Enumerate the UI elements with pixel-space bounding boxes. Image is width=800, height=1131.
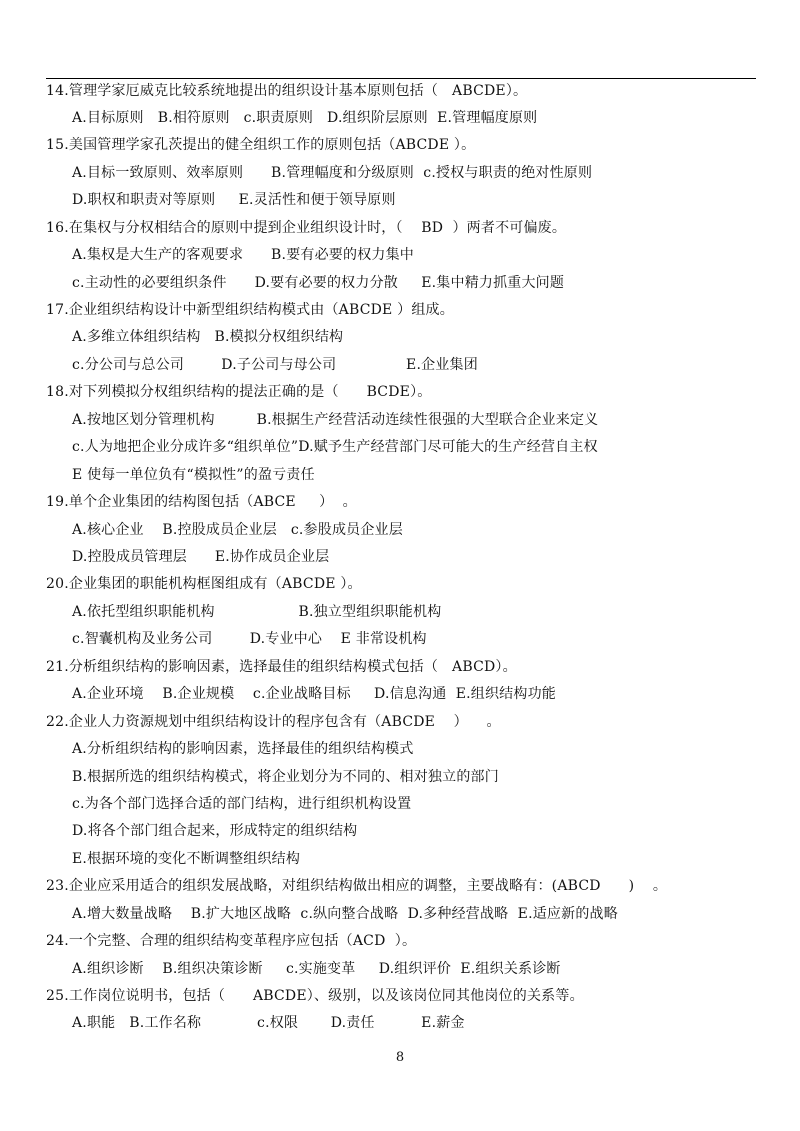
options-22-e: E.根据环境的变化不断调整组织结构: [72, 851, 301, 867]
options-22-d: D.将各个部门组合起来，形成特定的组织结构: [72, 823, 358, 839]
question-22: 22.企业人力资源规划中组织结构设计的程序包含有（ABCDE ） 。: [46, 714, 501, 730]
question-20: 20.企业集团的职能机构框图组成有（ABCDE ）。: [46, 576, 362, 592]
page-number: 8: [395, 1050, 405, 1065]
options-19-line-2: D.控股成员管理层 E.协作成员企业层: [72, 549, 330, 565]
options-18-line-3: E 使每一单位负有“模拟性”的盈亏责任: [72, 467, 315, 483]
options-15-line-2: D.职权和职责对等原则 E.灵活性和便于领导原则: [72, 192, 396, 208]
options-17-line-2: c.分公司与总公司 D.子公司与母公司 E.企业集团: [72, 357, 478, 373]
options-18-line-2: c.人为地把企业分成许多“组织单位”D.赋予生产经营部门尽可能大的生产经营自主权: [72, 439, 598, 455]
options-20-line-2: c.智囊机构及业务公司 D.专业中心 E 非常设机构: [72, 631, 427, 647]
options-22-b: B.根据所选的组织结构模式，将企业划分为不同的、相对独立的部门: [72, 769, 499, 785]
header-rule: [46, 78, 756, 79]
options-23: A.增大数量战略 B.扩大地区战略 c.纵向整合战略 D.多种经营战略 E.适应新的战略: [72, 906, 618, 922]
options-18-line-1: A.按地区划分管理机构 B.根据生产经营活动连续性很强的大型联合企业来定义: [72, 412, 599, 428]
options-14: A.目标原则 B.相符原则 c.职责原则 D.组织阶层原则 E.管理幅度原则: [72, 110, 538, 126]
options-21: A.企业环境 B.企业规模 c.企业战略目标 D.信息沟通 E.组织结构功能: [72, 686, 556, 702]
question-16: 16.在集权与分权相结合的原则中提到企业组织设计时，（ BD ）两者不可偏废。: [46, 220, 567, 236]
question-21: 21.分析组织结构的影响因素，选择最佳的组织结构模式包括（ ABCD）。: [46, 659, 517, 675]
question-19: 19.单个企业集团的结构图包括（ABCE ） 。: [46, 494, 357, 510]
options-22-c: c.为各个部门选择合适的部门结构，进行组织机构设置: [72, 796, 412, 812]
question-17: 17.企业组织结构设计中新型组织结构模式由（ABCDE ）组成。: [46, 302, 454, 318]
question-15: 15.美国管理学家孔茨提出的健全组织工作的原则包括（ABCDE ）。: [46, 137, 476, 153]
question-25: 25.工作岗位说明书，包括（ ABCDE）、级别，以及该岗位同其他岗位的关系等。: [46, 988, 584, 1004]
options-20-line-1: A.依托型组织职能机构 B.独立型组织职能机构: [72, 604, 442, 620]
options-19-line-1: A.核心企业 B.控股成员企业层 c.参股成员企业层: [72, 522, 403, 538]
options-16-line-1: A.集权是大生产的客观要求 B.要有必要的权力集中: [72, 247, 414, 263]
options-22-a: A.分析组织结构的影响因素，选择最佳的组织结构模式: [72, 741, 414, 757]
options-25: A.职能 B.工作名称 c.权限 D.责任 E.薪金: [72, 1015, 465, 1031]
options-16-line-2: c.主动性的必要组织条件 D.要有必要的权力分散 E.集中精力抓重大问题: [72, 275, 565, 291]
options-24: A.组织诊断 B.组织决策诊断 c.实施变革 D.组织评价 E.组织关系诊断: [72, 961, 561, 977]
options-17-line-1: A.多维立体组织结构 B.模拟分权组织结构: [72, 329, 344, 345]
question-23: 23.企业应采用适合的组织发展战略，对组织结构做出相应的调整，主要战略有：(ABCD ) 。: [46, 878, 668, 894]
options-15-line-1: A.目标一致原则、效率原则 B.管理幅度和分级原则 c.授权与职责的绝对性原则: [72, 165, 593, 181]
question-24: 24.一个完整、合理的组织结构变革程序应包括（ACD ）。: [46, 933, 417, 949]
question-14: 14.管理学家厄威克比较系统地提出的组织设计基本原则包括（ ABCDE）。: [46, 83, 528, 99]
question-18: 18.对下列模拟分权组织结构的提法正确的是（ BCDE）。: [46, 384, 432, 400]
